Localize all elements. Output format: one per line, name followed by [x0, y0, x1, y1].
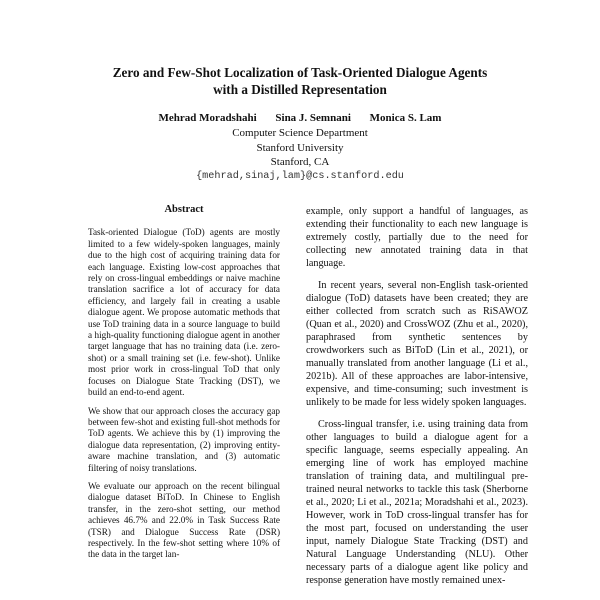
- body-paragraph-1: example, only support a handful of languages, as extending their functionality to each new language is extremely costly, partially due to the need for collecting new annotated training data in that language.: [306, 206, 528, 269]
- author-2: Sina J. Semnani: [275, 112, 351, 124]
- author-list: [40, 112, 560, 124]
- body-paragraph-3: Cross-lingual transfer, i.e. using training data from other languages to build a dialogue agent for a specific language, seems especially appealing. An emerging line of work has employed machine translation of training data, and multilingual pre-trained neural networks to tackle this task (Sherborne et al., 2020; Li et al., 2021a; Moradshahi et al., 2023). However, work in ToD cross-lingual transfer has for the most part, focused on understanding the user input, namely Dialogue State Tracking (DST) and Natural Language Understanding (NLU). Other necessary parts of a dialogue agent like policy and response generation have mostly remained unex-: [306, 419, 528, 586]
- author-emails: {mehrad,sinaj,lam}@cs.stanford.edu: [196, 170, 404, 182]
- affiliation: [40, 126, 560, 184]
- right-column: [306, 205, 528, 596]
- university: Stanford University: [256, 141, 344, 154]
- paper-title: [40, 64, 560, 98]
- author-3: Monica S. Lam: [369, 112, 442, 124]
- title-line-1: Zero and Few-Shot Localization of Task-Oriented Dialogue Agents: [112, 65, 488, 80]
- abstract-paragraph-3: We evaluate our approach on the recent bilingual dialogue dataset BiToD. In Chinese to English transfer, in the zero-shot setting, our method achieves 46.7% and 22.0% in Task Success Rate (TSR) and Dialogue Success Rate (DSR) respectively. In the few-shot setting where 10% of the data in the target lan-: [88, 480, 280, 560]
- abstract-paragraph-1: Task-oriented Dialogue (ToD) agents are mostly limited to a few widely-spoken languages, mainly due to the high cost of acquiring training data for each language. Existing low-cost approaches that rely on cross-lingual embeddings or naive machine translation sacrifice a lot of accuracy for data efficiency, and largely fail in creating a usable dialogue agent. We propose automatic methods that use ToD training data in a source language to build a high-quality functioning dialogue agent in another target language that has no training data (i.e. zero-shot) or a small training set (i.e. few-shot). Unlike most prior work in cross-lingual ToD that only focuses on Dialogue State Tracking (DST), we build an end-to-end agent.: [88, 227, 280, 398]
- author-1: Mehrad Moradshahi: [158, 112, 257, 124]
- title-line-2: with a Distilled Representation: [213, 82, 387, 97]
- left-column: [88, 204, 280, 568]
- abstract-heading: Abstract: [164, 204, 204, 215]
- location: Stanford, CA: [270, 156, 330, 168]
- abstract-paragraph-2: We show that our approach closes the accuracy gap between few-shot and existing full-shot methods for ToD agents. We achieve this by (1) improving the dialogue data representation, (2) improving entity-aware machine translation, and (3) automatic filtering of noisy translations.: [88, 405, 280, 473]
- department: Computer Science Department: [232, 127, 368, 139]
- body-paragraph-2: In recent years, several non-English task-oriented dialogue (ToD) datasets have been created; they are either collected from scratch such as RiSAWOZ (Quan et al., 2020) and CrossWOZ (Zhu et al., 2020), paraphrased from synthetic sentences by crowdworkers such as BiToD (Lin et al., 2021), or manually translated from another language (Li et al., 2021b). All of these approaches are labor-intensive, expensive, and time-consuming; such investment is unlikely to be made for less widely spoken languages.: [306, 280, 528, 408]
